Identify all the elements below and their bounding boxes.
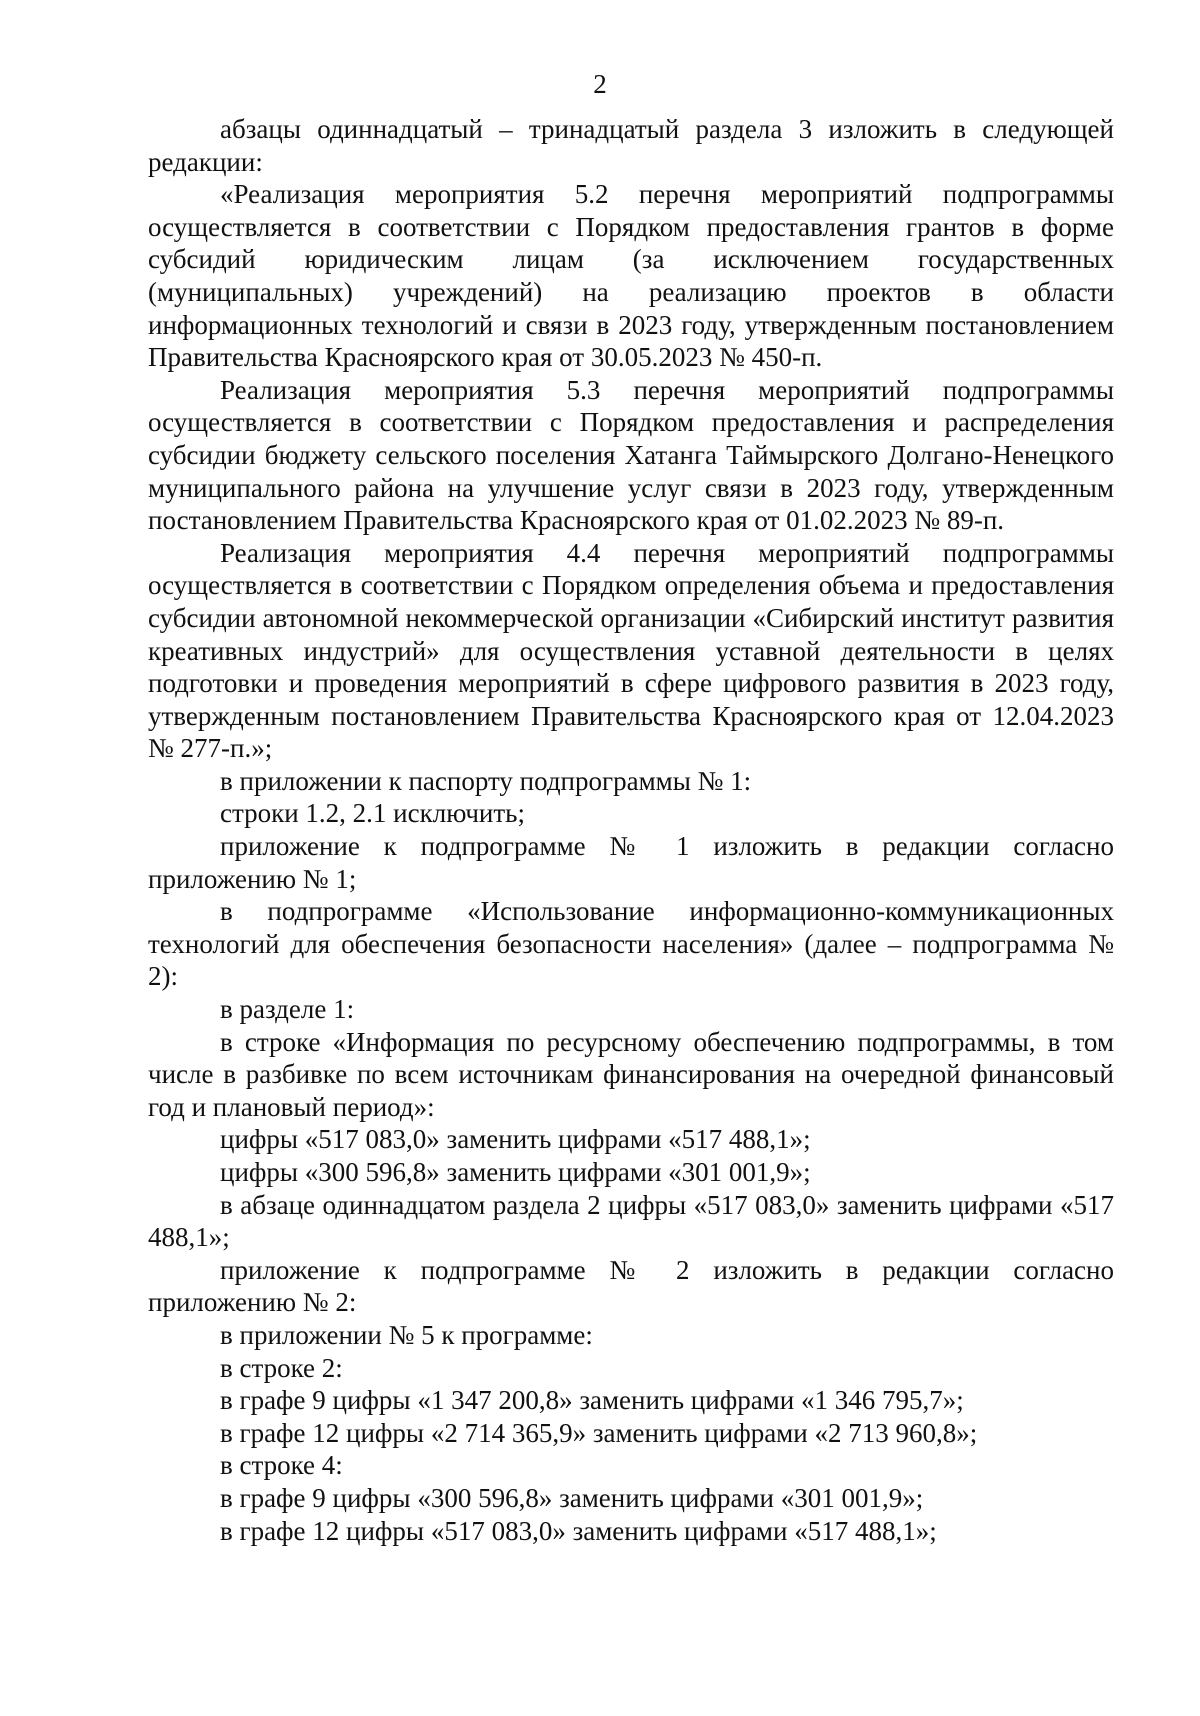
paragraph-12: цифры «300 596,8» заменить цифрами «301 001,9»; [220,1157,811,1187]
paragraph-10: в строке «Информация по ресурсному обеспечению подпрограммы, в том числе в разбивке по всем источникам финансирования на очередной финансовый год и плановый период»: [148,1026,1114,1122]
document-body [148,113,1114,1547]
paragraph-21: в графе 12 цифры «517 083,0» заменить цифрами «517 488,1»; [220,1515,937,1546]
paragraph-16: в строке 2: [220,1352,343,1383]
paragraph-3: Реализация мероприятия 5.3 перечня мероприятий подпрограммы осуществляется в соответствии с Порядком предоставления и распределения субсидии бюджету сельского поселения Хатанга Таймырского Долгано-Ненецкого муниципального района на улучшение услуг связи в 2023 году, утвержденным постановлением Правительства Красноярского края от 01.02.2023 № 89-п. [148,374,1114,536]
paragraph-17: в графе 9 цифры «1 347 200,8» заменить цифрами «1 346 795,7»; [220,1385,964,1416]
paragraph-15: в приложении № 5 к программе: [220,1319,593,1350]
paragraph-9: в разделе 1: [220,994,355,1025]
paragraph-7: приложение к подпрограмме № 1 изложить в редакции согласно приложению № 1; [148,831,1114,894]
page-number: 2 [593,69,607,99]
paragraph-19: в строке 4: [220,1450,343,1481]
paragraph-4: Реализация мероприятия 4.4 перечня мероприятий подпрограммы осуществляется в соответствии с Порядком определения объема и предоставления субсидии автономной некоммерческой организации «Сибирский институт развития креативных индустрий» для осуществления уставной деятельности в целях подготовки и проведения мероприятий в сфере цифрового развития в 2023 году, утвержденным постановлением Правительства Красноярского края от 12.04.2023 № 277-п.»; [148,537,1114,764]
paragraph-2: «Реализация мероприятия 5.2 перечня мероприятий подпрограммы осуществляется в соответствии с Порядком предоставления грантов в форме субсидий юридическим лицам (за исключением государственных (муниципальных) учреждений) на реализацию проектов в области информационных технологий и связи в 2023 году, утвержденным постановлением Правительства Красноярского края от 30.05.2023 № 450-п. [148,179,1114,373]
paragraph-8: в подпрограмме «Использование информационно-коммуникационных технологий для обеспечения безопасности населения» (далее – подпрограмма № 2): [148,896,1114,992]
paragraph-13: в абзаце одиннадцатом раздела 2 цифры «517 083,0» заменить цифрами «517 488,1»; [148,1189,1114,1253]
paragraph-11: цифры «517 083,0» заменить цифрами «517 488,1»; [220,1124,811,1155]
paragraph-18: в графе 12 цифры «2 714 365,9» заменить цифрами «2 713 960,8»; [220,1417,978,1448]
paragraph-20: в графе 9 цифры «300 596,8» заменить цифрами «301 001,9»; [220,1482,924,1513]
paragraph-1: абзацы одиннадцатый – тринадцатый раздела 3 изложить в следующей редакции: [148,114,1114,177]
paragraph-6: строки 1.2, 2.1 исключить; [220,798,525,829]
paragraph-5: в приложении к паспорту подпрограммы № 1: [220,765,752,796]
paragraph-14: приложение к подпрограмме № 2 изложить в редакции согласно приложению № 2: [148,1254,1114,1318]
